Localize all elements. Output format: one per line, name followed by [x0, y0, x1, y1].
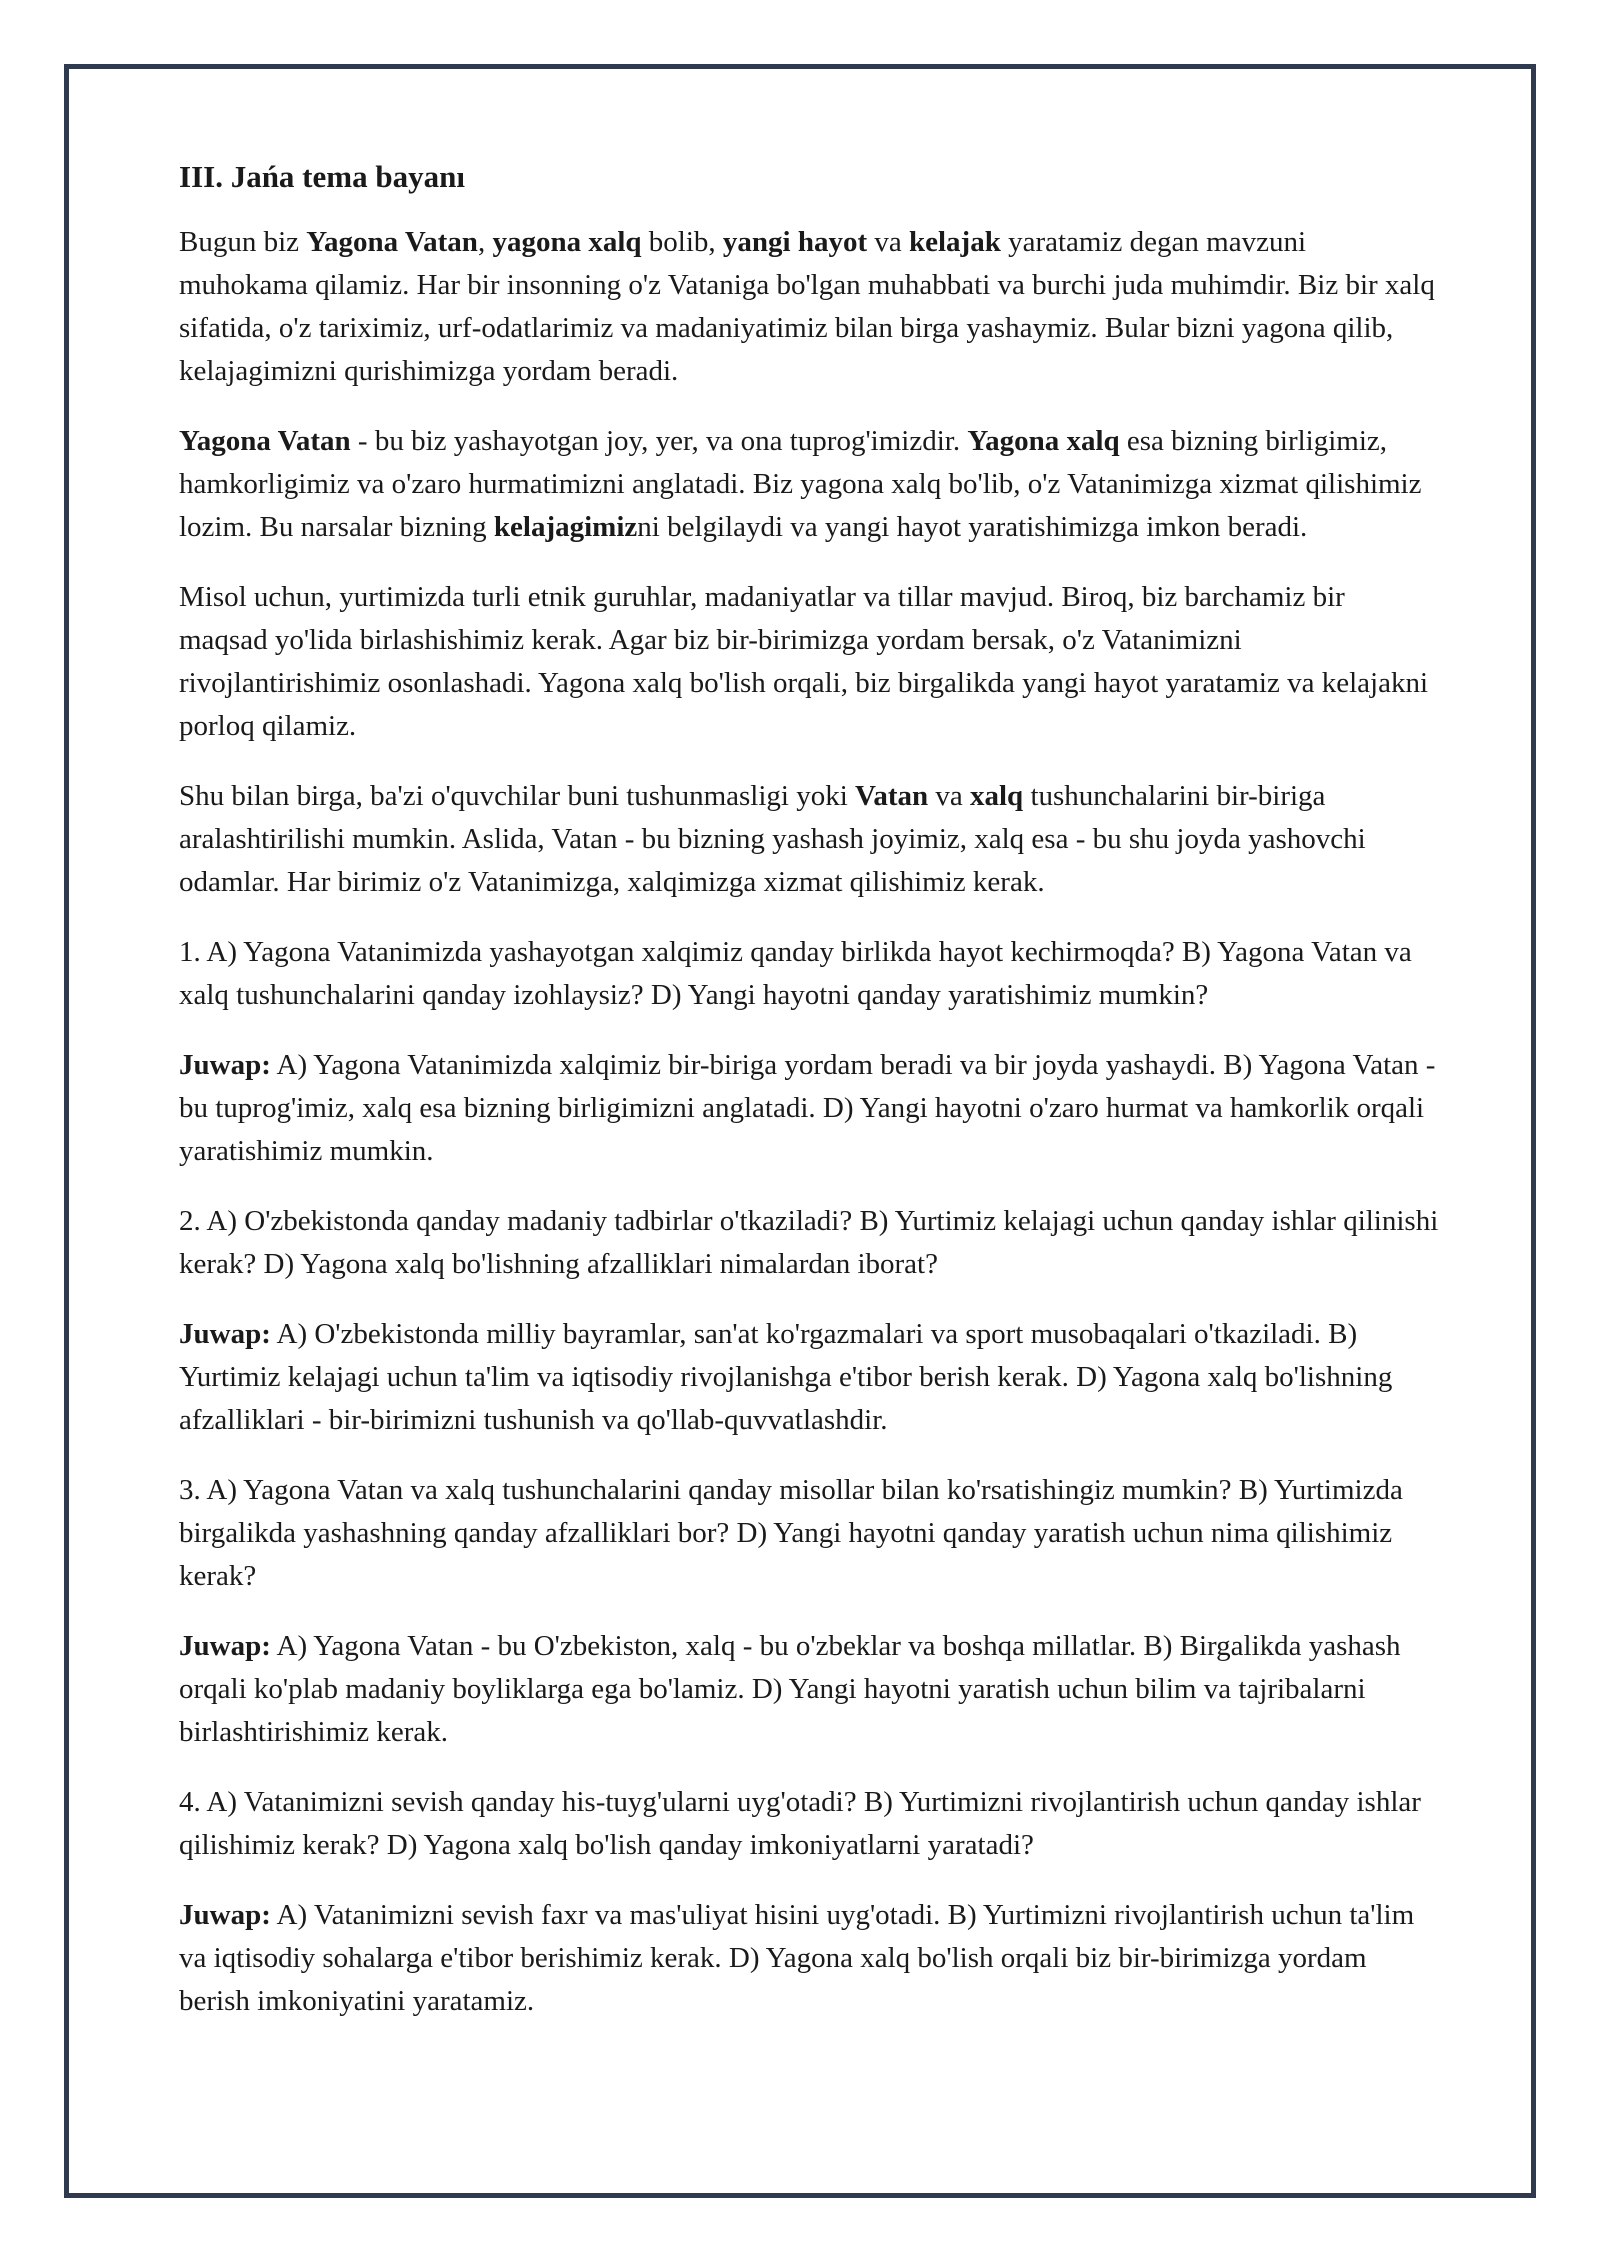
question-2: 2. A) O'zbekistonda qanday madaniy tadbirlar o'tkaziladi? B) Yurtimiz kelajagi uchun qanday ishlar qilinishi kerak? D) Yagona xalq bo'lishning afzalliklari nimalardan iborat? [179, 1205, 1439, 1280]
bold-term: yagona xalq [492, 226, 642, 258]
text-span: - bu biz yashayotgan joy, yer, va ona tuprog'imizdir. [350, 425, 968, 457]
text-span: ni belgilaydi va yangi hayot yaratishimizga imkon beradi. [637, 511, 1308, 543]
answer-label: Juwap: [179, 1899, 271, 1931]
answer-3 [179, 1625, 1439, 1754]
bold-term: kelajak [909, 226, 1001, 258]
text-span: bolib, [641, 226, 723, 258]
bold-term: Yagona xalq [967, 425, 1120, 457]
answer-label: Juwap: [179, 1630, 271, 1662]
question-1: 1. A) Yagona Vatanimizda yashayotgan xalqimiz qanday birlikda hayot kechirmoqda? B) Yagona Vatan va xalq tushunchalarini qanday izohlaysiz? D) Yangi hayotni qanday yaratishimiz mumkin? [179, 936, 1412, 1011]
page-frame [64, 64, 1536, 2198]
text-span: esa bizning birligimiz, hamkorligimiz va o'zaro hurmatimizni anglatadi. Biz yagona xalq bo'lib, o'z Vatanimizga xizmat qilishimiz lozim. Bu narsalar bizning [179, 425, 1422, 543]
answer-text: A) Yagona Vatan - bu O'zbekiston, xalq - bu o'zbeklar va boshqa millatlar. B) Birgalikda yashash orqali ko'plab madaniy boyliklarga ega bo'lamiz. D) Yangi hayotni yaratish uchun bilim va tajribalarni birlashtirishimiz kerak. [179, 1630, 1401, 1748]
answer-4 [179, 1894, 1439, 2023]
text-span: Shu bilan birga, ba'zi o'quvchilar buni tushunmasligi yoki [179, 780, 856, 812]
question-4: 4. A) Vatanimizni sevish qanday his-tuyg'ularni uyg'otadi? B) Yurtimizni rivojlantirish uchun qanday ishlar qilishimiz kerak? D) Yagona xalq bo'lish qanday imkoniyatlarni yaratadi? [179, 1786, 1421, 1861]
bold-term: Vatan [855, 780, 929, 812]
bold-term: xalq [970, 780, 1024, 812]
answer-text: A) Vatanimizni sevish faxr va mas'uliyat hisini uyg'otadi. B) Yurtimizni rivojlantirish uchun ta'lim va iqtisodiy sohalarga e'tibor berishimiz kerak. D) Yagona xalq bo'lish orqali biz bir-birimizga yordam berish imkoniyatini yaratamiz. [179, 1899, 1415, 2017]
document-body [179, 155, 1439, 2050]
paragraph-intro [179, 221, 1439, 393]
text-span: Bugun biz [179, 226, 307, 258]
answer-label: Juwap: [179, 1318, 271, 1350]
text-span: yaratamiz degan mavzuni muhokama qilamiz. Har bir insonning o'z Vataniga bo'lgan muhabbati va burchi juda muhimdir. Biz bir xalq sifatida, o'z tariximiz, urf-odatlarimiz va madaniyatimiz bilan birga yashaymiz. Bular bizni yagona qilib, kelajagimizni qurishimizga yordam beradi. [179, 226, 1435, 387]
paragraph-clarification [179, 775, 1439, 904]
paragraph-definition [179, 420, 1439, 549]
answer-text: A) O'zbekistonda milliy bayramlar, san'at ko'rgazmalari va sport musobaqalari o'tkaziladi. B) Yurtimiz kelajagi uchun ta'lim va iqtisodiy rivojlanishga e'tibor berish kerak. D) Yagona xalq bo'lishning afzalliklari - bir-birimizni tushunish va qo'llab-quvvatlashdir. [179, 1318, 1393, 1436]
answer-1 [179, 1044, 1439, 1173]
answer-label: Juwap: [179, 1049, 271, 1081]
section-heading: III. Jańa tema bayanı [179, 159, 465, 194]
bold-term: kelajagimiz [493, 511, 638, 543]
text-span: tushunchalarini bir-biriga aralashtirilishi mumkin. Aslida, Vatan - bu bizning yashash joyimiz, xalq esa - bu shu joyda yashovchi odamlar. Har birimiz o'z Vatanimizga, xalqimizga xizmat qilishimiz kerak. [179, 780, 1366, 898]
text-span: va [867, 226, 909, 258]
text-span: va [928, 780, 970, 812]
bold-term: Yagona Vatan [179, 425, 351, 457]
answer-2 [179, 1313, 1439, 1442]
question-3: 3. A) Yagona Vatan va xalq tushunchalarini qanday misollar bilan ko'rsatishingiz mumkin? B) Yurtimizda birgalikda yashashning qanday afzalliklari bor? D) Yangi hayotni qanday yaratish uchun nima qilishimiz kerak? [179, 1474, 1403, 1592]
bold-term: yangi hayot [722, 226, 868, 258]
bold-term: Yagona Vatan [306, 226, 478, 258]
answer-text: A) Yagona Vatanimizda xalqimiz bir-biriga yordam beradi va bir joyda yashaydi. B) Yagona Vatan - bu tuprog'imiz, xalq esa bizning birligimizni anglatadi. D) Yangi hayotni o'zaro hurmat va hamkorlik orqali yaratishimiz mumkin. [179, 1049, 1436, 1167]
text-span: , [477, 226, 493, 258]
paragraph-example: Misol uchun, yurtimizda turli etnik guruhlar, madaniyatlar va tillar mavjud. Biroq, biz barchamiz bir maqsad yo'lida birlashishimiz kerak. Agar biz bir-birimizga yordam bersak, o'z Vatanimizni rivojlantirishimiz osonlashadi. Yagona xalq bo'lish orqali, biz birgalikda yangi hayot yaratamiz va kelajakni porloq qilamiz. [179, 581, 1428, 742]
